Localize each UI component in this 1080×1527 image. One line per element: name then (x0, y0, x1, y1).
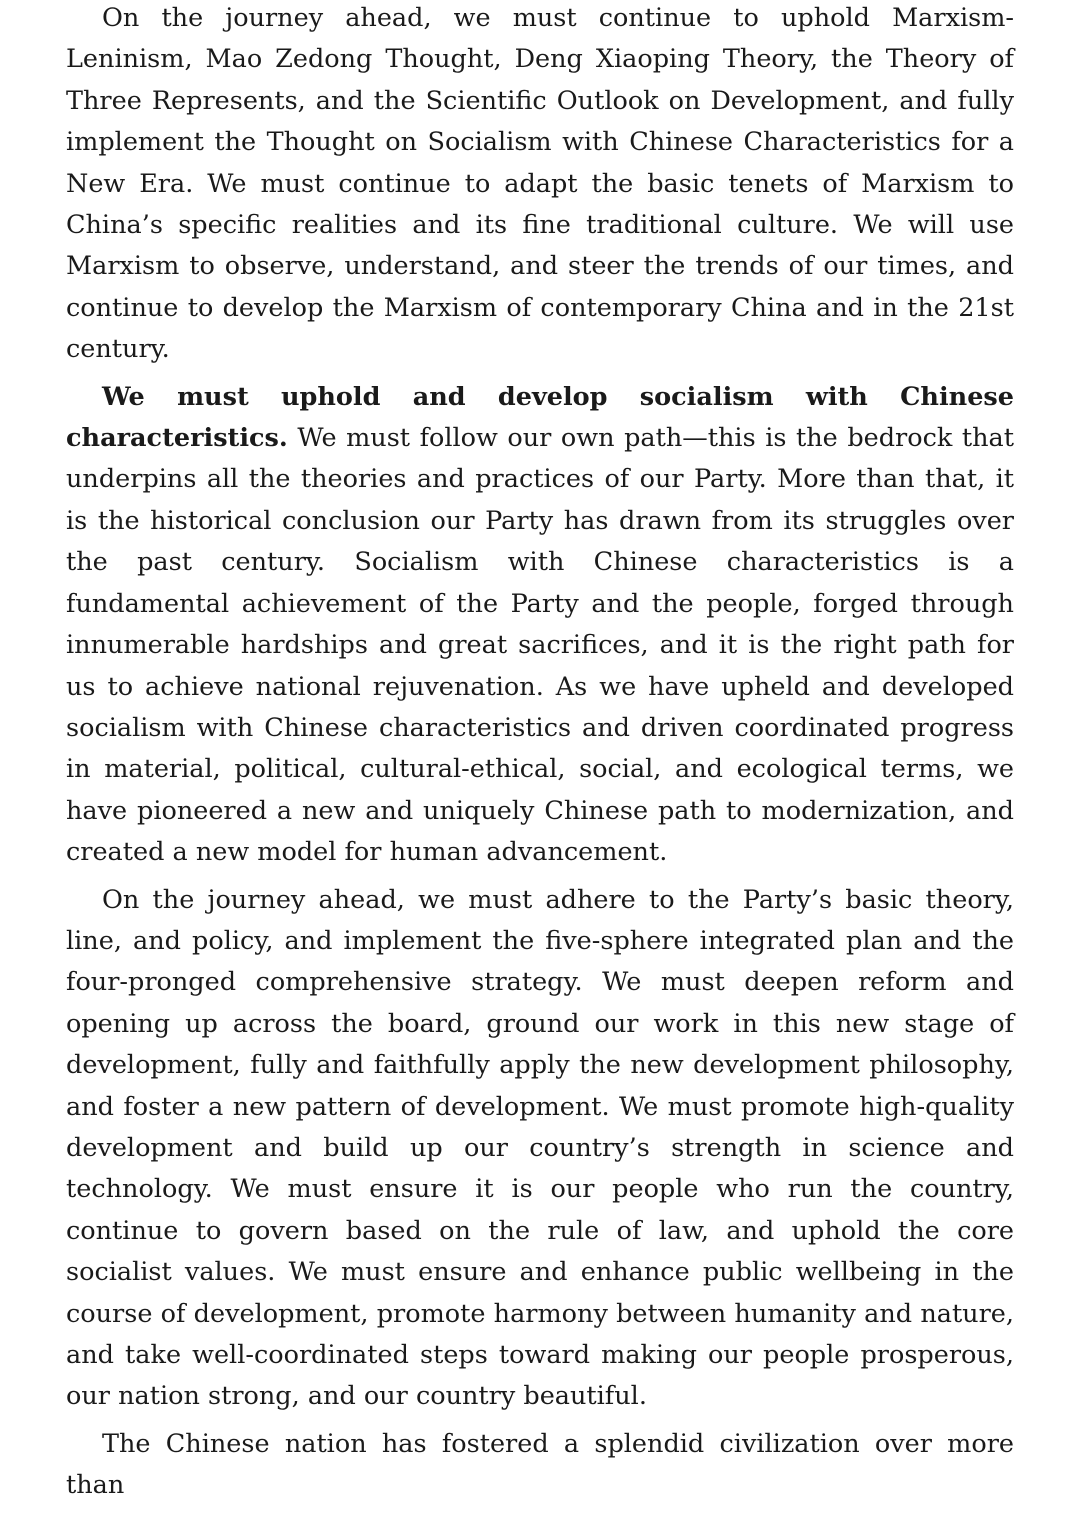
paragraph-1 (66, 0, 1014, 371)
paragraph-2-lead: We must uphold and develop socialism with Chinese characteristics. (66, 381, 1014, 454)
paragraph-3 (66, 880, 1014, 1418)
paragraph-2 (66, 377, 1014, 874)
paragraph-4 (66, 1424, 1014, 1507)
paragraph-4-text: The Chinese nation has fostered a splendid civilization over more than (66, 1428, 1014, 1501)
paragraph-1-text: On the journey ahead, we must continue to uphold Marxism-Leninism, Mao Zedong Thought, Deng Xiaoping Theory, the Theory of Three Represents, and the Scientific Outlook on Development, and fully implement the Thought on Socialism with Chinese Characteristics for a New Era. We must continue to adapt the basic tenets of Marxism to China’s specific realities and its fine traditional culture. We will use Marxism to observe, understand, and steer the trends of our times, and continue to develop the Marxism of contemporary China and in the 21st century. (66, 3, 1014, 365)
paragraph-3-text: On the journey ahead, we must adhere to the Party’s basic theory, line, and policy, and implement the five-sphere integrated plan and the four-pronged comprehensive strategy. We must deepen reform and opening up across the board, ground our work in this new stage of development, fully and faithfully apply the new development philosophy, and foster a new pattern of development. We must promote high-quality development and build up our country’s strength in science and technology. We must ensure it is our people who run the country, continue to govern based on the rule of law, and uphold the core socialist values. We must ensure and enhance public wellbeing in the course of development, promote harmony between humanity and nature, and take well-coordinated steps toward making our people prosperous, our nation strong, and our country beautiful. (66, 884, 1014, 1412)
document-page (66, 0, 1014, 1507)
paragraph-2-text: We must follow our own path—this is the bedrock that underpins all the theories and practices of our Party. More than that, it is the historical conclusion our Party has drawn from its struggles over the past century. Socialism with Chinese characteristics is a fundamental achievement of the Party and the people, forged through innumerable hardships and great sacrifices, and it is the right path for us to achieve national rejuvenation. As we have upheld and developed socialism with Chinese characteristics and driven coordinated progress in material, political, cultural-ethical, social, and ecological terms, we have pioneered a new and uniquely Chinese path to modernization, and created a new model for human advancement. (66, 423, 1014, 868)
